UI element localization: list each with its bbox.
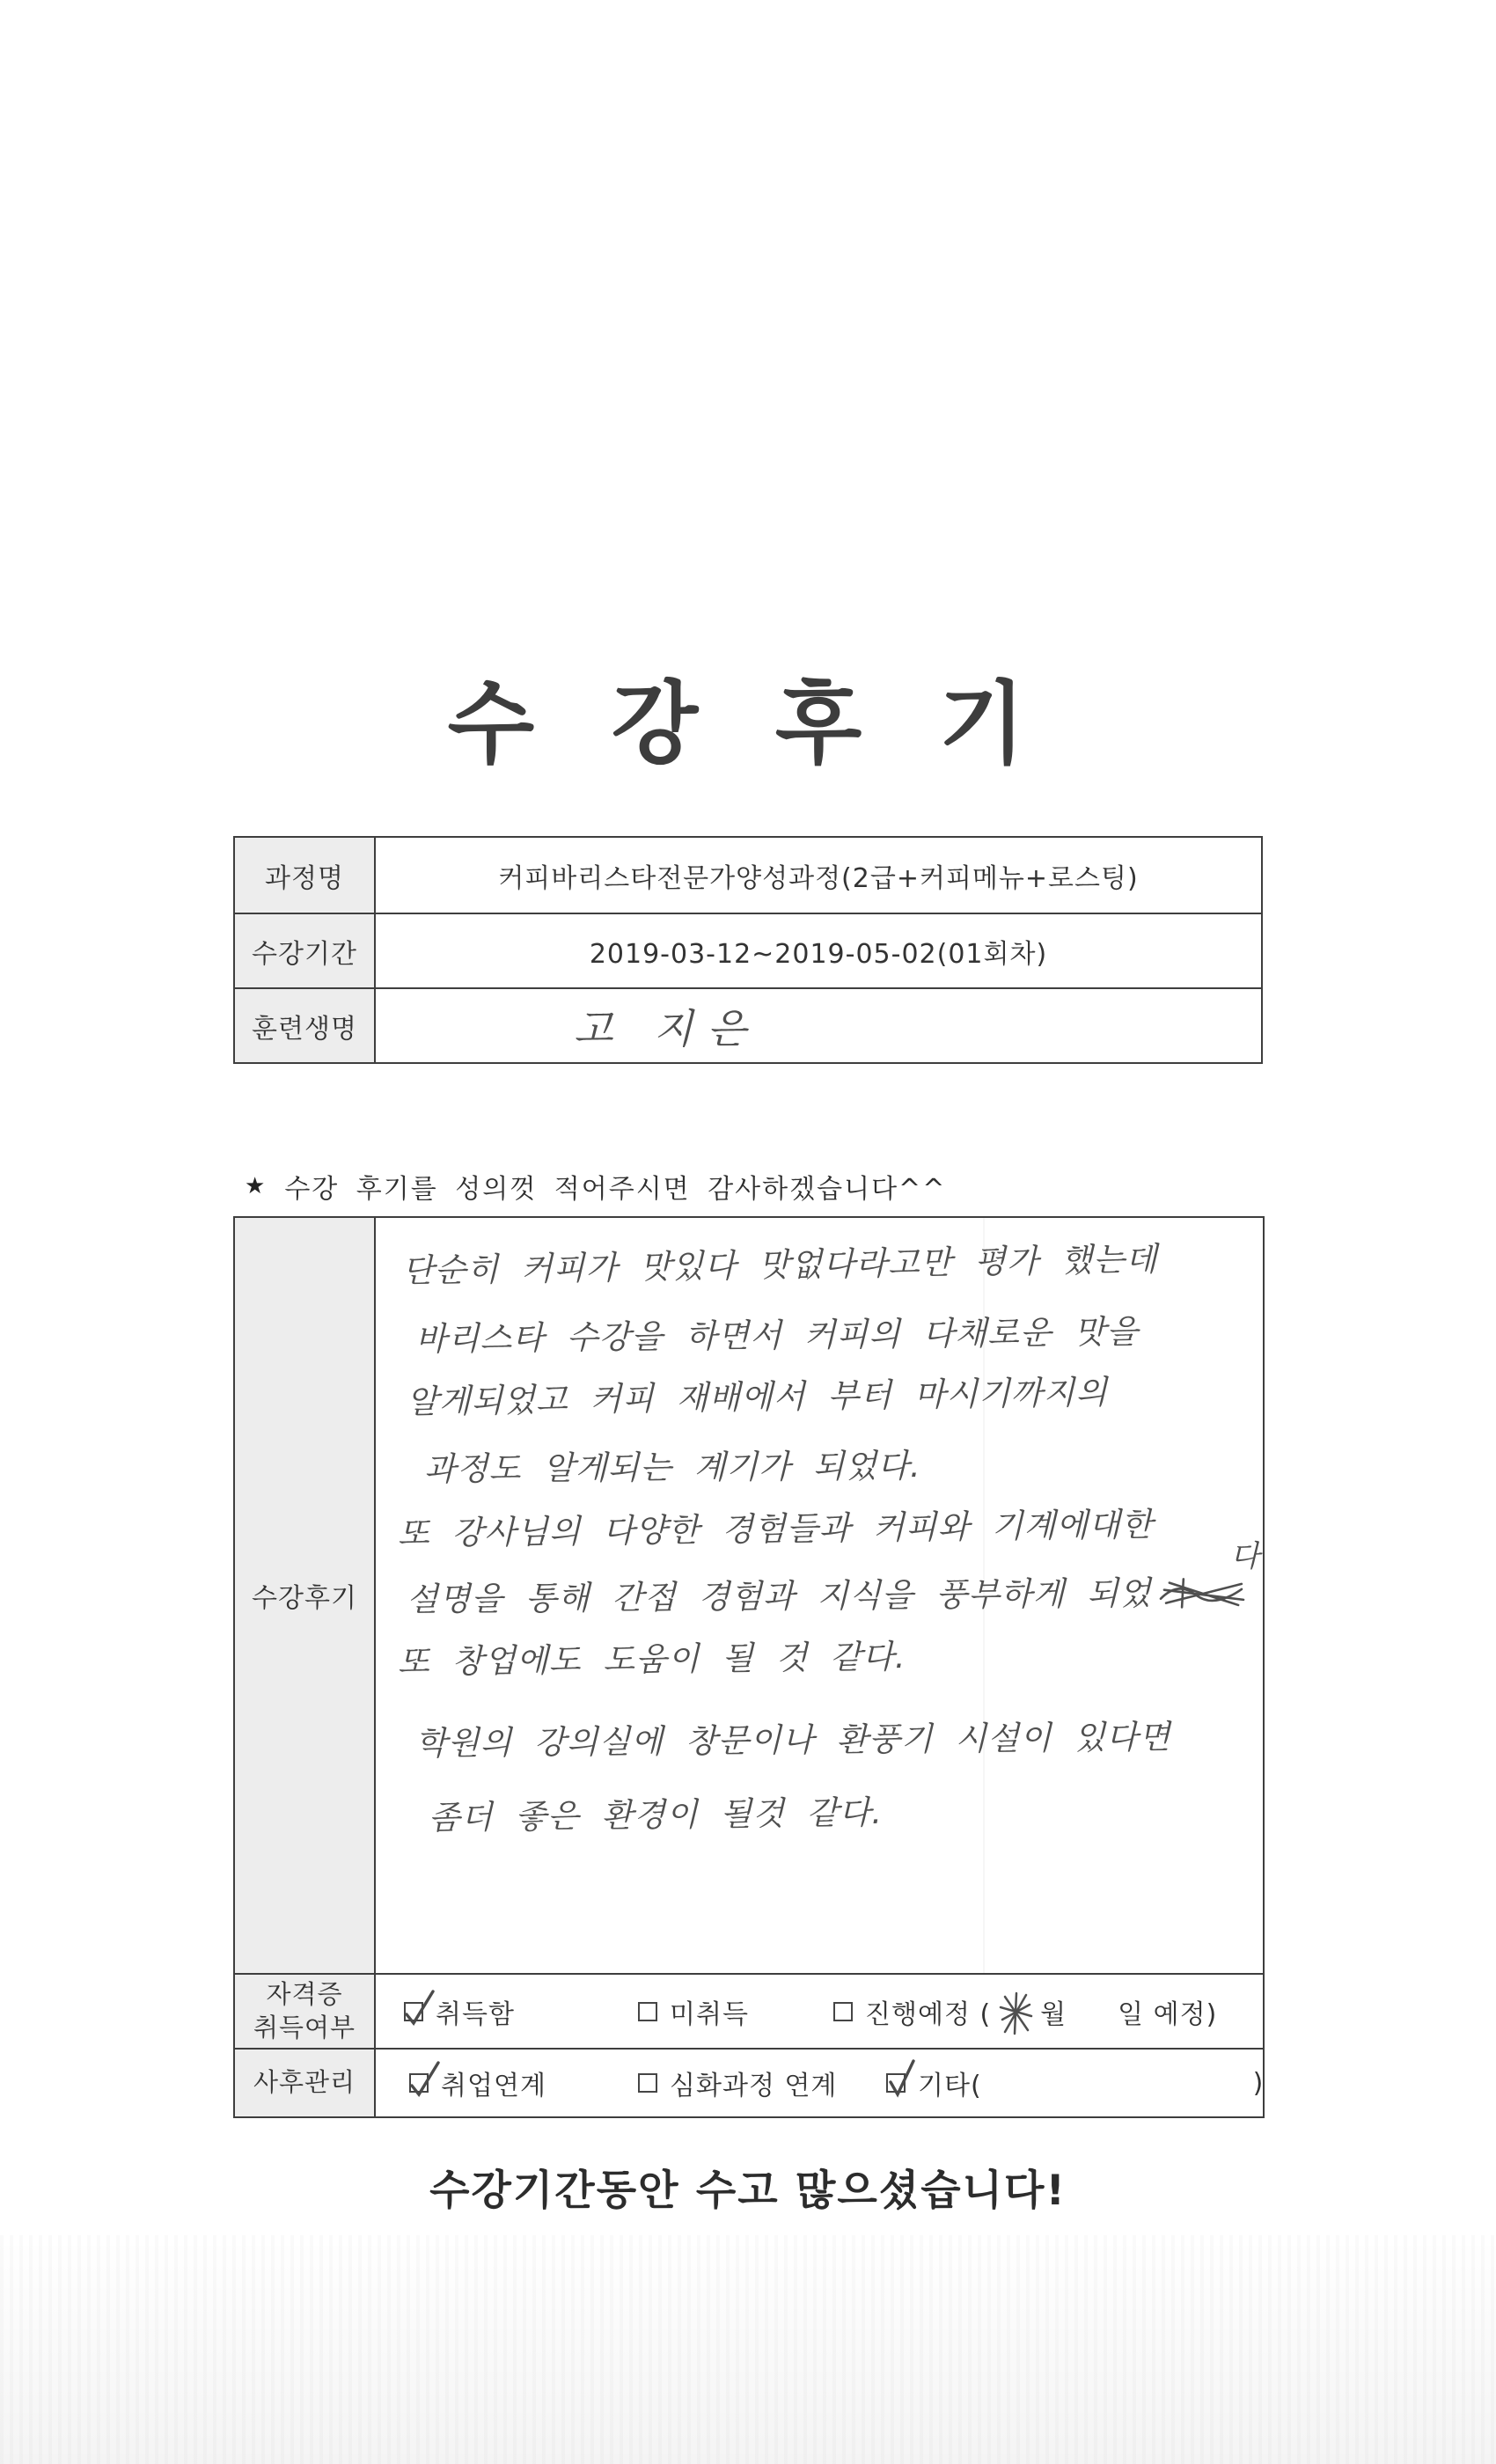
certificate-label-line2: 취득여부 [253,2012,356,2042]
handwriting-line: 학원의 강의실에 창문이나 환풍기 시설이 있다면 [414,1718,1171,1763]
handwriting-line: 과정도 알게되는 계기가 되었다. [423,1447,921,1488]
option-advanced-course [638,2064,837,2102]
footer-message: 수강기간동안 수고 많으셨습니다! [429,2167,1067,2215]
review-note-text: 수강 후기를 성의껏 적어주시면 감사하겠습니다^^ [284,1174,947,1205]
form-title: 수 강 후 기 [447,672,1049,777]
table-row [235,913,1261,987]
checkbox [638,2002,657,2021]
option-job-linkage [409,2064,546,2102]
trainee-name-handwriting: 고 지은 [574,1004,760,1052]
table-row [235,987,1261,1062]
course-name-label: 과정명 [235,838,376,913]
option-in-progress [833,1984,1217,2039]
review-label: 수강후기 [235,1218,376,1973]
course-info-table [233,836,1263,1064]
review-body [376,1218,1263,1973]
option-label: 심화과정 연계 [670,2071,838,2101]
checkbox [638,2073,657,2093]
scan-noise-shading [0,2235,1496,2464]
checkbox [833,2002,853,2021]
option-label: 미취득 [670,1998,749,2030]
checkbox [409,2073,429,2093]
correction-text: 다 [1230,1538,1261,1574]
certificate-label [235,1975,376,2048]
handwriting-line: 또 강사님의 다양한 경험들과 커피와 기계에대한 [397,1505,1154,1553]
option-not-acquired [638,1992,749,2031]
closing-paren: ) [1252,2067,1265,2099]
option-label: 취업연계 [441,2071,546,2101]
checkbox [886,2073,906,2093]
review-table [233,1216,1265,2118]
certificate-row [235,1973,1263,2048]
day-label: 일 예정) [1118,1998,1218,2030]
handwriting-line: 단순히 커피가 맛있다 맛없다라고만 평가 했는데 [401,1240,1158,1290]
table-row [235,838,1261,913]
scribble-month-icon [996,1990,1035,2044]
option-label: 기타( [918,2071,982,2101]
course-period-label: 수강기간 [235,914,376,987]
followup-row [235,2048,1263,2116]
followup-label-text: 사후관리 [253,2067,356,2098]
certificate-label-line1: 자격증 [266,1978,343,2009]
course-period-value: 2019-03-12~2019-05-02(01회차) [589,938,1048,970]
handwriting-text: 설명을 통해 간접 경험과 지식을 풍부하게 되었 [406,1573,1152,1619]
review-note [245,1167,946,1206]
handwriting-line: 바리스타 수강을 하면서 커피의 다채로운 맛을 [414,1312,1140,1359]
course-name-value: 커피바리스타전문가양성과정(2급+커피메뉴+로스팅) [498,862,1139,894]
handwriting-line: 좀더 좋은 환경이 될것 같다. [428,1793,884,1837]
option-other [886,2064,1264,2102]
option-label: 진행예정 ( [865,1998,992,2030]
handwriting-line: 또 창업에도 도움이 될 것 같다. [397,1637,906,1682]
option-label: 취득함 [436,1998,515,2030]
handwritten-check-icon [884,2059,920,2100]
handwritten-check-icon [407,2059,444,2100]
handwriting-line [406,1538,1261,1623]
handwriting-line: 알게되었고 커피 재배에서 부터 마시기까지의 [406,1373,1109,1421]
review-row [235,1218,1263,1973]
trainee-name-label: 훈련생명 [235,989,376,1062]
star-icon: ★ [245,1173,268,1199]
checkbox [404,2002,423,2021]
scribble-strikeout-icon [1156,1573,1248,1617]
month-label: 월 [1040,1998,1067,2030]
certificate-options [376,1975,1263,2048]
option-acquired [404,1992,515,2031]
followup-label [235,2050,376,2116]
handwritten-check-icon [401,1988,438,2028]
followup-options [376,2050,1263,2116]
